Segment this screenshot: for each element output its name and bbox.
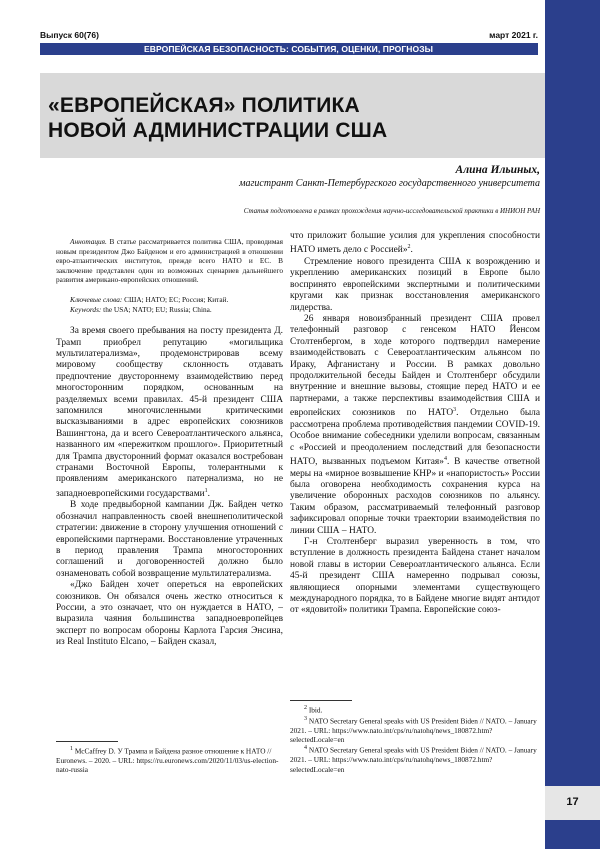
paragraph: В ходе предвыборной кампании Дж. Байден четко обозначил направленность своей внешнеполитической стратегии: движение в сторону улучшения отношений с европейскими партнерами. Восстановление утраченных в период правления Трампа многосторонних соглашений и договоренностей должно было ознаменовать собой возвращение мультилатерализма. — [56, 500, 283, 579]
article-note: Статья подготовлена в рамках прохождения научно-исследовательской практики в ИНИОН РАН — [243, 207, 540, 215]
issue-date: март 2021 г. — [489, 30, 538, 40]
keywords-en-text: the USA; NATO; EU; Russia; China. — [101, 304, 212, 314]
footnote-ref: 2 — [407, 244, 411, 251]
paragraph: Г-н Столтенберг выразил уверенность в том, что вступление в должность президента Байдена станет началом новой главы в истории Североатлантического альянса. Если 45-й президент США намеренно подрывал союзы, являющиеся опорными элементами существующего международного порядка, то в Байдене многие видят антидот от «ядовитой» политики Трампа. Европейские союз- — [290, 536, 540, 616]
abstract-label: Аннотация. — [70, 237, 107, 246]
footnote-ref: 3 — [453, 407, 457, 414]
footnotes-left — [56, 745, 286, 775]
title-line-1: «ЕВРОПЕЙСКАЯ» ПОЛИТИКА — [48, 94, 360, 117]
footnote-text: NATO Secretary General speaks with US President Biden // NATO. – January 2021. – URL: https://www.nato.int/cps/ru/natohq/news_180872.htm?selectedLocale=en — [290, 716, 537, 745]
footnote-rule — [290, 700, 352, 701]
footnote-number: 3 — [304, 715, 307, 722]
left-column — [56, 237, 283, 649]
section-rubric: ЕВРОПЕЙСКАЯ БЕЗОПАСНОСТЬ: СОБЫТИЯ, ОЦЕНКИ, ПРОГНОЗЫ — [40, 43, 538, 55]
paragraph-text: что приложит большие усилия для укрепления способности НАТО иметь дело с Россией» — [290, 231, 540, 256]
left-body — [56, 326, 283, 649]
right-column — [290, 231, 540, 617]
footnote — [56, 745, 286, 775]
paragraph-text: 26 января новоизбранный президент США провел телефонный разговор с генсеком НАТО Йенсом Столтенбергом, в ходе которого подтвердил намерение взаимодействовать с Североатлантическим альянсом по Ираку, Афганистану и России. В рамках довольно продолжительной беседы Байден и Столтенберг обсудили внутренние и внешние вызовы, стоящие перед НАТО и ее партнерами, а также перспективы взаимодействия США и европейских союзников по НАТО — [290, 313, 540, 419]
footnote — [290, 744, 540, 774]
footnotes-right — [290, 704, 540, 774]
paragraph-text: . — [410, 245, 413, 256]
footnote-text: McCaffrey D. У Трампа и Байдена разное отношение к НАТО // Euronews. – 2020. – URL: https://ru.euronews.com/2020/11/03/us-election-nato-russia — [56, 746, 279, 775]
side-color-bar — [545, 0, 600, 849]
abstract-text: В статье рассматривается политика США, проводимая новым президентом Джо Байденом и его администрацией в отношении евро-атлантических институтов, прежде всего НАТО и ЕС. В заключение представлен один из возможных сценариев дальнейшего развития американо-европейских отношений. — [56, 237, 283, 285]
footnote-number: 2 — [304, 705, 307, 711]
paragraph-text: . Отдельно была рассмотрена проблема противодействия пандемии COVID-19. Особое внимание собеседники уделили вопросам, связанным с «Россией и преодолением последствий для безопасности НАТО, вызванных подъемом Китая» — [290, 408, 540, 468]
footnote-ref: 1 — [204, 487, 208, 494]
keywords-ru-label: Ключевые слова: — [70, 294, 123, 304]
paragraph: «Джо Байден хочет опереться на европейских союзников. Он обязался очень жестко относиться к России, а это означает, что он нуждается в НАТО, – выразила чаяния большинства западноевропейцев эксперт по вопросам обороны Карлота Гарсия Энсина, из Real Instituto Elcano, – Байден сказал, — [56, 580, 283, 648]
author-name: Алина Ильиных, — [455, 164, 540, 176]
abstract — [56, 237, 283, 285]
article-title — [48, 93, 528, 143]
issue-number: Выпуск 60(76) — [40, 30, 99, 40]
paragraph-text: За время своего пребывания на посту президента Д. Трамп приобрел репутацию «могильщика мультилатерализма», продемонстрировав всему мировому сообществу склонность отдавать предпочтение двустороннему взаимодействию перед многосторонним порядком, основанным на разделяемых всеми правилах. 45-й президент США запомнился многочисленными критическими высказываниями в адрес европейских союзников Вашингтона, да и всего Североатлантического альянса, названного им «пережитком прошлого». Приоритетный для Трампа двусторонний формат оказался востребован странами Восточной Европы, толерантными к проявлениям американского патернализма, но не западноевропейскими государствами — [56, 326, 283, 499]
footnote — [290, 715, 540, 745]
keywords-ru-text: США; НАТО; ЕС; Россия; Китай. — [122, 294, 229, 304]
keywords-ru — [56, 295, 283, 305]
paragraph-text: . — [207, 488, 210, 499]
footnote-number: 1 — [70, 746, 73, 752]
keywords-en-label: Keywords: — [70, 304, 102, 314]
author-affiliation: магистрант Санкт-Петербургского государственного университета — [239, 178, 540, 189]
paragraph — [56, 326, 283, 500]
footnote — [290, 704, 540, 715]
footnote-text: Ibid. — [307, 705, 323, 715]
title-line-2: НОВОЙ АДМИНИСТРАЦИИ США — [48, 119, 388, 142]
keywords-en — [56, 305, 283, 315]
paragraph: Стремление нового президента США к возрождению и укреплению американских позиций в Европе было воспринято европейскими экспертными и политическими кругами как признак восстановления американского лидерства. — [290, 256, 540, 313]
paragraph — [290, 314, 540, 537]
footnote-text: NATO Secretary General speaks with US President Biden // NATO. – January 2021. – URL: https://www.nato.int/cps/ru/natohq/news_180872.htm?selectedLocale=en — [290, 745, 537, 774]
paragraph-text: . В качестве ответной меры на «мирное возвышение КНР» и «напористость» России была оговорена необходимость сохранения курса на увеличение оборонных расходов союзников по альянсу. Таким образом, рассматриваемый телефонный разговор зафиксировал опорные точки траектории взаимодействия по линии США – НАТО. — [290, 457, 540, 536]
footnote-rule — [56, 741, 118, 742]
footnote-ref: 4 — [443, 455, 447, 462]
page-number: 17 — [566, 796, 579, 808]
paragraph — [290, 231, 540, 257]
footnote-number: 4 — [304, 745, 307, 752]
